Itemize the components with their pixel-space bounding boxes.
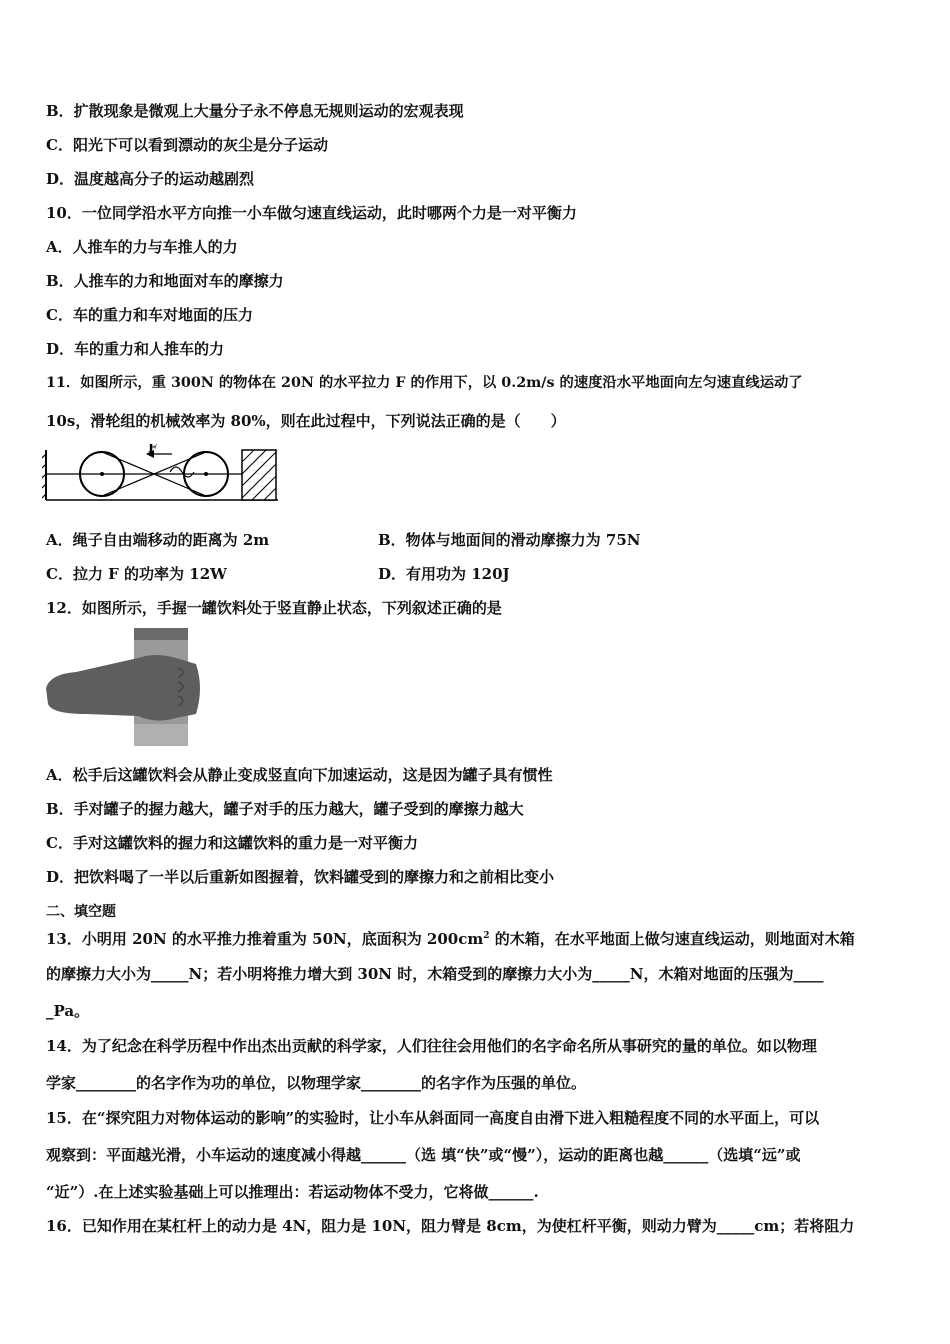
- q11-stem-line2: 10s，滑轮组的机械效率为 80%，则在此过程中，下列说法正确的是（ ）: [46, 412, 566, 430]
- q12-option-a: A．松手后这罐饮料会从静止变成竖直向下加速运动，这是因为罐子具有惯性: [46, 766, 553, 784]
- hand-can-photo: [46, 628, 208, 746]
- q9-option-d: D．温度越高分子的运动越剧烈: [46, 170, 255, 188]
- q10-option-a: A．人推车的力与车推人的力: [46, 238, 238, 256]
- q10-stem: 10．一位同学沿水平方向推一小车做匀速直线运动，此时哪两个力是一对平衡力: [46, 204, 577, 222]
- q15-line2: 观察到：平面越光滑，小车运动的速度减小得越______（选 填“快”或“慢”），运动的距离也越______（选填“远”或: [46, 1146, 801, 1164]
- q13-superscript: 2: [483, 931, 490, 941]
- q15-line3: “近”）.在上述实验基础上可以推理出：若运动物体不受力，它将做______.: [46, 1183, 539, 1201]
- q10-option-d: D．车的重力和人推车的力: [46, 340, 225, 358]
- q12-option-b: B．手对罐子的握力越大，罐子对手的压力越大，罐子受到的摩擦力越大: [46, 800, 524, 818]
- force-label: F: [148, 444, 158, 456]
- q11-option-b: B．物体与地面间的滑动摩擦力为 75N: [378, 531, 641, 549]
- q14-line1: 14．为了纪念在科学历程中作出杰出贡献的科学家，人们往往会用他们的名字命名所从事研究的量的单位。如以物理: [46, 1037, 817, 1055]
- q11-option-a: A．绳子自由端移动的距离为 2m: [46, 531, 270, 549]
- q13-line3: _Pa。: [46, 1002, 90, 1020]
- q10-option-b: B．人推车的力和地面对车的摩擦力: [46, 272, 284, 290]
- q13-line1: [46, 926, 855, 949]
- q11-option-c: C．拉力 F 的功率为 12W: [46, 565, 227, 583]
- q12-option-d: D．把饮料喝了一半以后重新如图握着，饮料罐受到的摩擦力和之前相比变小: [46, 868, 555, 886]
- pulley-diagram: [42, 444, 282, 506]
- q13-line2: 的摩擦力大小为_____N；若小明将推力增大到 30N 时，木箱受到的摩擦力大小为_____N，木箱对地面的压强为____: [46, 965, 824, 983]
- q14-line2: 学家________的名字作为功的单位，以物理学家________的名字作为压强的单位。: [46, 1074, 587, 1092]
- q9-option-c: C．阳光下可以看到漂动的灰尘是分子运动: [46, 136, 328, 154]
- q13-line1-part1: 13．小明用 20N 的水平推力推着重为 50N，底面积为 200cm: [46, 930, 484, 948]
- q11-stem-line1: 11．如图所示，重 300N 的物体在 20N 的水平拉力 F 的作用下，以 0.2m/s 的速度沿水平地面向左匀速直线运动了: [46, 375, 803, 391]
- q10-option-c: C．车的重力和车对地面的压力: [46, 306, 253, 324]
- q12-stem: 12．如图所示，手握一罐饮料处于竖直静止状态，下列叙述正确的是: [46, 599, 502, 617]
- q9-option-b: B．扩散现象是微观上大量分子永不停息无规则运动的宏观表现: [46, 102, 464, 120]
- q16-line1: 16．已知作用在某杠杆上的动力是 4N，阻力是 10N，阻力臂是 8cm，为使杠杆平衡，则动力臂为_____cm；若将阻力: [46, 1217, 855, 1235]
- q15-line1: 15．在“探究阻力对物体运动的影响”的实验时，让小车从斜面同一高度自由滑下进入粗糙程度不同的水平面上，可以: [46, 1109, 820, 1127]
- section-title: 二、填空题: [46, 904, 116, 920]
- q13-line1-part2: 的木箱，在水平地面上做匀速直线运动，则地面对木箱: [489, 930, 855, 948]
- q12-option-c: C．手对这罐饮料的握力和这罐饮料的重力是一对平衡力: [46, 834, 418, 852]
- q11-option-d: D．有用功为 120J: [378, 565, 510, 583]
